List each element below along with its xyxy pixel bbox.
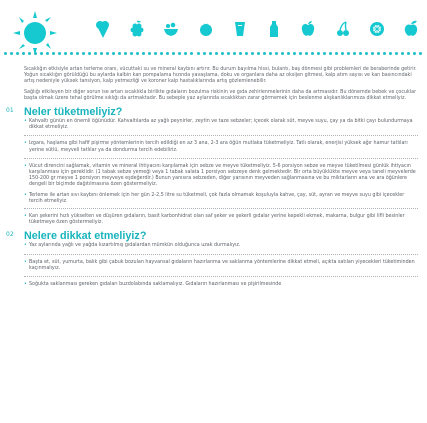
list-item: • Terleme ile artan sıvı kaybını önlemek için her gün 2-2,5 litre su tüketmeli, çok fazla olmamak koşuluyla kahve, çay, süt, ayran ve meyve suyu gibi içecekler tercih etmeliyiz. bbox=[24, 193, 418, 205]
section-nelere-dikkat-etmeliyiz bbox=[6, 230, 418, 288]
dotted-divider bbox=[24, 276, 418, 277]
food-icon-row bbox=[92, 15, 422, 43]
cherries-icon bbox=[332, 18, 354, 40]
fruit-bowl-icon bbox=[160, 18, 182, 40]
intro-paragraph: Sıcaklığın etkisiyle artan terleme oranı, vücuttaki su ve mineral kaybını artırır. Bu durum bayılma hissi, bulantı, baş dönmesi gibi problemleri de beraberinde getirir. Yoğun sıcaklığın görüldüğü bu aylarda kalbin kan pompalama hızında yavaşlama, doku ve organlara daha az oksijen gitmesi, kalp atım sayısı ve kan basıncındaki artış nedeniyle yüksek tansiyon, kalp yetmezliği ve koroner kalp hastalıklarında artış gözlemlenebilir. bbox=[24, 67, 417, 85]
section-number: 02 bbox=[6, 231, 14, 239]
list-item: • Yaz aylarında yağlı ve yağda kızartılmış gıdalardan mümkün olduğunca uzak durmalıyız. bbox=[24, 243, 418, 249]
section-neler-tuketmeliyiz bbox=[6, 106, 418, 226]
ice-cream-icon bbox=[92, 18, 114, 40]
grapes-icon bbox=[126, 18, 148, 40]
dotted-divider bbox=[24, 254, 418, 255]
list-item: • Kan şekerini hızlı yükselten ve düşüren gıdaların, basit karbonhidrat olan saf şeker ve şekerli gıdalar yerine kepekli ekmek, makarna, bulgur gibi lifli besinler tüketmeye özen göstermeliyiz. bbox=[24, 214, 418, 226]
list-item: • Izgara, haşlama gibi hafif pişirme yöntemlerinin tercih edildiği en az 3 ana, 2-3 ara öğün mutlaka tüketmeliyiz. Tatlı olarak, enerjisi yüksek ağır hamur tatlıları yerine sütlü, meyveli tatlılar ya da dondurma tercih edebiliriz. bbox=[24, 141, 418, 153]
glass-icon bbox=[229, 18, 251, 40]
leaf-apple-icon bbox=[400, 18, 422, 40]
list-item: • Kahvaltı günün en önemli öğünüdür. Kahvaltılarda az yağlı peynirler, zeytin ve taze sebzeler; içecek olarak süt, meyve suyu, çay ya da bitki çayı bulundurmaya dikkat etmeliyiz. bbox=[24, 119, 418, 131]
intro-paragraph: Sağlığı etkileyen bir diğer sorun ise artan sıcaklıkla birlikte gıdaların bozulma riskinin ve gıda zehirlenmelerinin daha da artmasıdır. Bu dönemde bebek ve çocuklar başta olmak üzere tehal görülme sıklığı da artmaktadır. Bu sebeple yaz aylarında sıcaklıktan zarar görmemek için beslenme alışkanlıklarımıza dikkat etmeliyiz. bbox=[24, 89, 417, 101]
list-item: • Soğukta saklanması gereken gıdaları buzdolabında saklamalıyız. Gıdaların hazırlanması ve pişirilmesinde bbox=[24, 282, 418, 288]
article-content bbox=[6, 67, 418, 292]
dotted-divider bbox=[24, 158, 418, 159]
bottle-icon bbox=[263, 18, 285, 40]
section-number: 01 bbox=[6, 107, 14, 115]
sun-icon bbox=[12, 10, 58, 56]
list-item: • Vücut direncini sağlamak, vitamin ve mineral ihtiyacını karşılamak için sebze ve meyve tüketmeliyiz. 5-6 porsiyon sebze ve meyve tüketilmesi günlük ihtiyacın karşılanması için gereklidir. (1 tabak sebze yemeği veya 1 tabak salata 1 porsiyon sebzeye denk gelmektedir. Bir orta büyüklükte meyve veya taneli meyvelerde 150-200 gr meyve 1 porsiyon meyveye eşdeğerdir.) Bunun yanısıra sebzeden, diğer yarısının meyveden sağlanmasına ve bu miktarların ana ve ara öğünlere dengeli bir biçimde dağıtılmasına özen göstermeliyiz. bbox=[24, 164, 418, 189]
tomato-icon bbox=[195, 18, 217, 40]
header-banner bbox=[0, 0, 427, 66]
dotted-divider bbox=[24, 208, 418, 209]
orange-slice-icon bbox=[366, 18, 388, 40]
list-item: • Başta et, süt, yumurta, balık gibi çabuk bozulan hayvansal gıdaların hazırlanma ve saklanma yöntemlerine dikkat etmeli, açıkta satılan yiyecekleri tüketiminden kaçınmalıyız. bbox=[24, 260, 418, 272]
decorative-dot-divider bbox=[0, 52, 427, 58]
apple-icon bbox=[297, 18, 319, 40]
section-title: Neler tüketmeliyiz? bbox=[24, 106, 123, 119]
section-title: Nelere dikkat etmeliyiz? bbox=[24, 230, 147, 243]
dotted-divider bbox=[24, 135, 418, 136]
